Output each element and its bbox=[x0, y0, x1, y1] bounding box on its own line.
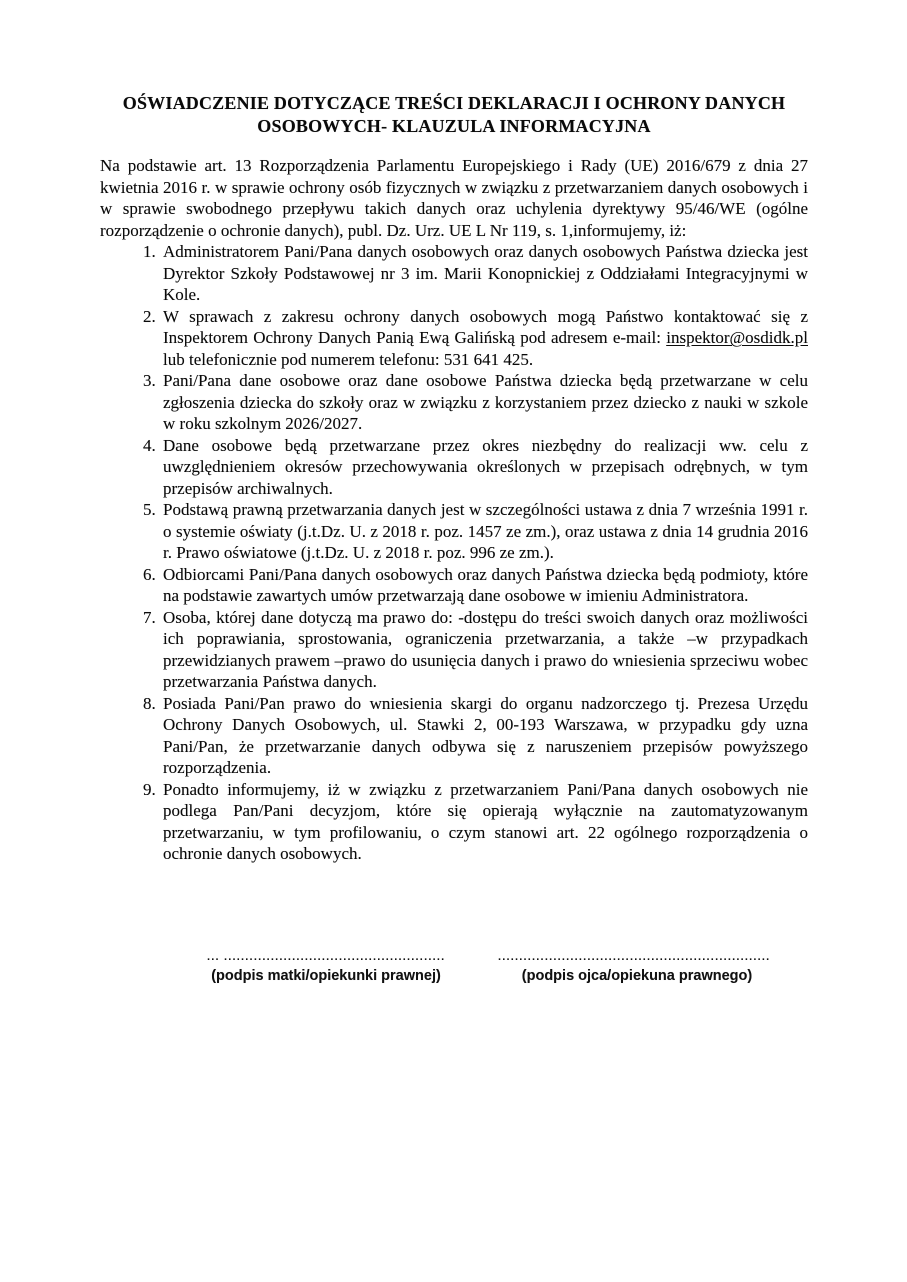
list-item-data-subject-rights: 7. Osoba, której dane dotyczą ma prawo do: -dostępu do treści swoich danych oraz możliwości ich poprawiania, sprostowania, ograniczenia przetwarzania, a także –w przypadkach przewidzianych prawem –prawo do usunięcia danych i prawo do wniesienia sprzeciwu wobec przetwarzania Państwa danych. bbox=[160, 607, 808, 693]
list-item-automated-processing: 9. Ponadto informujemy, iż w związku z przetwarzaniem Pani/Pana danych osobowych nie podlega Pan/Pani decyzjom, które się opierają wyłącznie na zautomatyzowanym przetwarzaniu, w tym profilowaniu, o czym stanowi art. 22 ogólnego rozporządzenia o ochronie danych osobowych. bbox=[160, 779, 808, 865]
list-item-legal-basis: 5. Podstawą prawną przetwarzania danych jest w szczególności ustawa z dnia 7 września 1991 r. o systemie oświaty (j.t.Dz. U. z 2018 r. poz. 1457 ze zm.), oraz ustawa z dnia 14 grudnia 2016 r. Prawo oświatowe (j.t.Dz. U. z 2018 r. poz. 996 ze zm.). bbox=[160, 499, 808, 564]
list-item-data-protection-officer bbox=[160, 306, 808, 371]
list-item-retention-period: 4. Dane osobowe będą przetwarzane przez okres niezbędny do realizacji ww. celu z uwzględnieniem okresów przechowywania określonych w przepisach odrębnych, w tym przepisów archiwalnych. bbox=[160, 435, 808, 500]
list-item-complaint-right: 8. Posiada Pani/Pan prawo do wniesienia skargi do organu nadzorczego tj. Prezesa Urzędu Ochrony Danych Osobowych, ul. Stawki 2, 00-193 Warszawa, w przypadku gdy uzna Pani/Pan, że przetwarzanie danych odbywa się z naruszeniem przepisów powyższego rozporządzenia. bbox=[160, 693, 808, 779]
document-title-line1: OŚWIADCZENIE DOTYCZĄCE TREŚCI DEKLARACJI I OCHRONY DANYCH bbox=[122, 93, 786, 113]
signature-line-father: ................................................................ bbox=[498, 950, 771, 963]
intro-paragraph: Na podstawie art. 13 Rozporządzenia Parlamentu Europejskiego i Rady (UE) 2016/679 z dnia 27 kwietnia 2016 r. w sprawie ochrony osób fizycznych w związku z przetwarzaniem danych osobowych i w sprawie swobodnego przepływu takich danych oraz uchylenia dyrektywy 95/46/WE (ogólne rozporządzenie o ochronie danych), publ. Dz. Urz. UE L Nr 119, s. 1,informujemy, iż: bbox=[100, 156, 808, 240]
signature-section bbox=[100, 951, 808, 985]
signature-block-mother bbox=[207, 951, 445, 985]
signature-block-father bbox=[498, 951, 776, 985]
document-title bbox=[100, 92, 808, 138]
list-item-processing-purpose: 3. Pani/Pana dane osobowe oraz dane osobowe Państwa dziecka będą przetwarzane w celu zgłoszenia dziecka do szkoły oraz w związku z korzystaniem przez dziecko z nauki w szkole w roku szkolnym 2026/2027. bbox=[160, 370, 808, 435]
list-item-recipients: 6. Odbiorcami Pani/Pana danych osobowych oraz danych Państwa dziecka będą podmioty, które na podstawie zawartych umów przetwarzają dane osobowe w imieniu Administratora. bbox=[160, 564, 808, 607]
signature-caption-mother: (podpis matki/opiekunki prawnej) bbox=[211, 967, 441, 984]
document-title-line2: OSOBOWYCH- KLAUZULA INFORMACYJNA bbox=[257, 116, 651, 136]
list-item-administrator: 1. Administratorem Pani/Pana danych osobowych oraz danych osobowych Państwa dziecka jest Dyrektor Szkoły Podstawowej nr 3 im. Marii Konopnickiej z Oddziałami Integracyjnymi w Kole. bbox=[160, 241, 808, 306]
signature-line-mother: ... .................................................... bbox=[207, 950, 445, 963]
list-item-2-text-before: W sprawach z zakresu ochrony danych osobowych mogą Państwo kontaktować się z Inspektorem Ochrony Danych Panią Ewą Galińską pod adresem e-mail: bbox=[163, 306, 808, 347]
list-item-2-text-after: lub telefonicznie pod numerem telefonu: 531 641 425. bbox=[163, 349, 534, 369]
signature-caption-father: (podpis ojca/opiekuna prawnego) bbox=[521, 967, 753, 984]
info-list bbox=[100, 241, 808, 865]
email-address: inspektor@osdidk.pl bbox=[666, 328, 808, 347]
